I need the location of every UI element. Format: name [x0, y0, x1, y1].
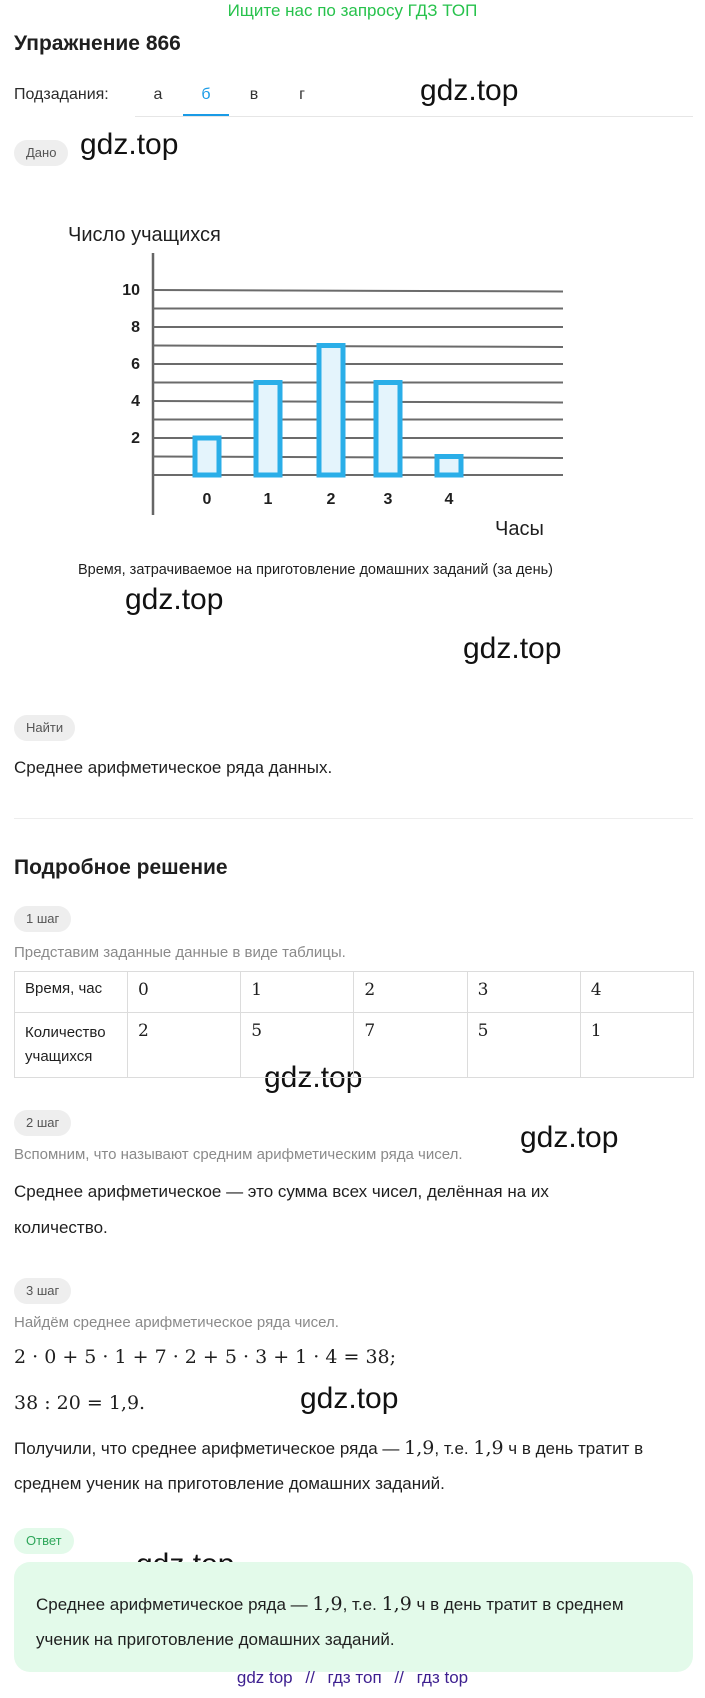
table-cell: 1	[241, 972, 354, 1013]
result-text: , т.е.	[434, 1439, 474, 1458]
bar	[376, 383, 400, 476]
grid-line	[153, 290, 563, 292]
table-cell: 3	[467, 972, 580, 1013]
watermark: gdz.top	[520, 1121, 619, 1154]
table-cell: 7	[354, 1013, 467, 1078]
x-tick-label: 1	[263, 491, 273, 508]
step3-result-line2: среднем ученик на приготовление домашних заданий.	[14, 1474, 445, 1493]
step1-hint: Представим заданные данные в виде таблицы.	[14, 944, 346, 961]
table-cell: 0	[128, 972, 241, 1013]
given-badge: Дано	[14, 140, 68, 166]
watermark: gdz.top	[300, 1382, 399, 1415]
find-text: Среднее арифметическое ряда данных.	[14, 758, 333, 777]
promo-text: Ищите нас по запросу ГДЗ ТОП	[227, 1, 478, 20]
footer-separator: //	[305, 1668, 315, 1687]
y-tick-label: 4	[131, 393, 140, 410]
formula-mean: 38 : 20 = 1,9.	[14, 1392, 146, 1414]
grid-line	[153, 401, 563, 403]
answer-text: Среднее арифметическое ряда —	[36, 1595, 313, 1614]
y-tick-label: 10	[122, 282, 140, 299]
table-cell	[15, 1013, 128, 1078]
bar	[195, 438, 219, 475]
step3-hint: Найдём среднее арифметическое ряда чисел.	[14, 1314, 339, 1331]
table-cell: 5	[241, 1013, 354, 1078]
x-tick-label: 4	[444, 491, 454, 508]
bar	[319, 346, 343, 476]
solution-heading: Подробное решение	[14, 856, 228, 879]
answer-text: ч в день тратит в среднем	[411, 1595, 624, 1614]
watermark: gdz.top	[264, 1061, 363, 1094]
find-badge: Найти	[14, 715, 75, 741]
table-cell: 2	[128, 1013, 241, 1078]
table-row	[15, 1013, 694, 1078]
table-cell: 2	[354, 972, 467, 1013]
chart-caption: Время, затрачиваемое на приготовление домашних заданий (за день)	[78, 562, 553, 578]
tab-v[interactable]: в	[249, 86, 259, 103]
answer-value: 1,9	[381, 1593, 412, 1615]
tab-a[interactable]: а	[153, 86, 163, 103]
watermark: gdz.top	[80, 128, 179, 161]
step3-result-line1	[14, 1430, 643, 1467]
table-cell-line: Количество	[25, 1024, 106, 1041]
subtasks-label: Подзадания:	[14, 86, 109, 103]
table-cell: Время, час	[15, 972, 128, 1013]
x-tick-label: 0	[202, 491, 212, 508]
x-ticks	[203, 491, 454, 508]
data-table	[14, 971, 694, 1078]
answer-badge: Ответ	[14, 1528, 74, 1554]
step2-text-line1: Среднее арифметическое — это сумма всех чисел, делённая на их	[14, 1182, 549, 1201]
step2-hint: Вспомним, что называют средним арифметическим ряда чисел.	[14, 1146, 463, 1163]
step2-text-line2: количество.	[14, 1218, 108, 1237]
result-text: Получили, что среднее арифметическое ряда —	[14, 1439, 405, 1458]
result-value: 1,9	[473, 1437, 504, 1459]
bar-chart	[0, 210, 705, 590]
result-text: ч в день тратит в	[503, 1439, 644, 1458]
page-title: Упражнение 866	[14, 32, 181, 55]
step3-badge: 3 шаг	[14, 1278, 71, 1304]
formula-sum: 2 · 0 + 5 · 1 + 7 · 2 + 5 · 3 + 1 · 4 = 38;	[14, 1346, 397, 1368]
y-tick-label: 2	[131, 430, 140, 447]
step1-badge: 1 шаг	[14, 906, 71, 932]
bar	[256, 383, 280, 476]
answer-value: 1,9	[312, 1593, 343, 1615]
answer-text: , т.е.	[342, 1595, 382, 1614]
answer-line2: ученик на приготовление домашних заданий.	[36, 1630, 395, 1649]
subtasks-tabs	[135, 76, 693, 117]
footer-link[interactable]: гдз top	[416, 1668, 469, 1687]
y-tick-label: 6	[131, 356, 140, 373]
y-axis-label: Число учащихся	[68, 224, 221, 246]
footer-link[interactable]: gdz top	[236, 1668, 293, 1687]
footer-link[interactable]: гдз топ	[327, 1668, 382, 1687]
y-ticks	[122, 282, 140, 447]
watermark: gdz.top	[420, 74, 519, 107]
y-tick-label: 8	[131, 319, 140, 336]
result-value: 1,9	[404, 1437, 435, 1459]
footer-separator: //	[394, 1668, 404, 1687]
tab-b[interactable]: б	[183, 76, 229, 116]
table-cell: 4	[580, 972, 693, 1013]
step2-badge: 2 шаг	[14, 1110, 71, 1136]
tab-g[interactable]: г	[299, 86, 305, 103]
x-tick-label: 2	[326, 491, 336, 508]
divider	[14, 818, 693, 819]
table-cell-line: учащихся	[25, 1048, 93, 1065]
x-axis-label: Часы	[495, 518, 544, 540]
watermark: gdz.top	[463, 632, 562, 665]
bar	[437, 457, 461, 476]
table-cell: 5	[467, 1013, 580, 1078]
answer-line1	[36, 1586, 624, 1623]
x-tick-label: 3	[383, 491, 393, 508]
grid-line	[153, 346, 563, 348]
footer-links	[0, 1668, 705, 1688]
table-cell: 1	[580, 1013, 693, 1078]
table-row	[15, 972, 694, 1013]
watermark: gdz.top	[125, 583, 224, 616]
